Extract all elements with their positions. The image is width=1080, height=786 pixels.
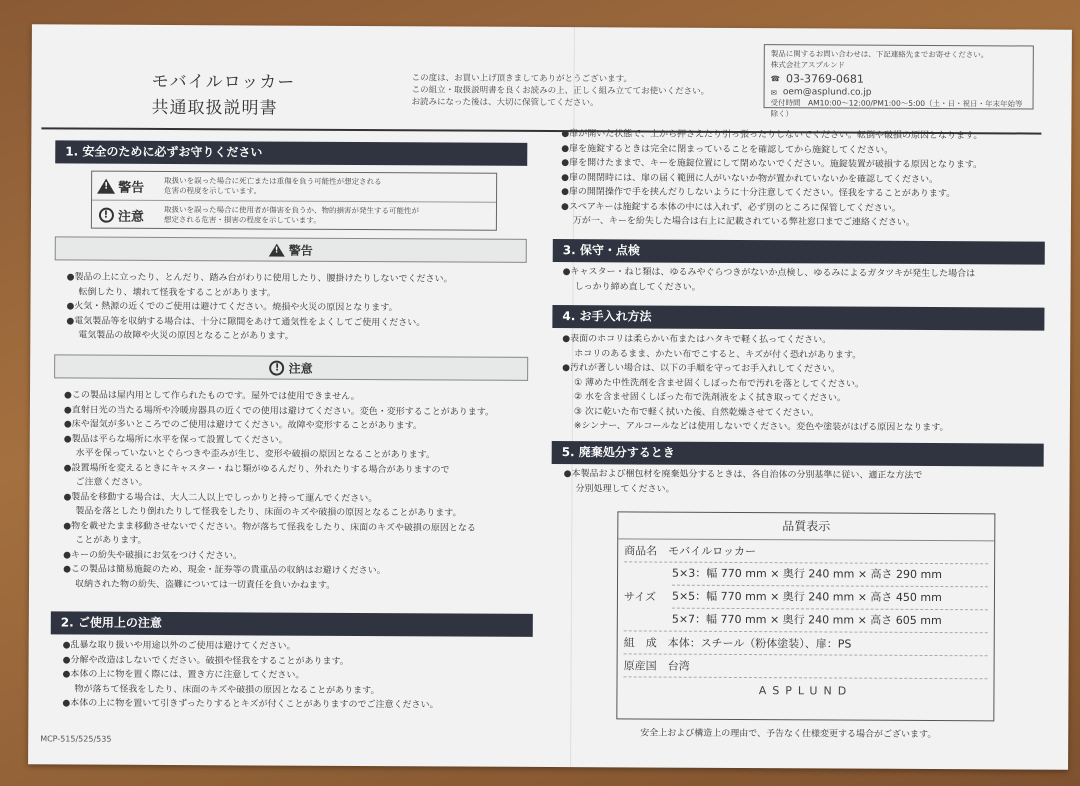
list-item: ●表面のホコリは柔らかい布またはハタキで軽く払ってください。 bbox=[562, 334, 832, 346]
list-item: ●火気・熱源の近くでのご使用は避けてください。焼損や火災の原因となります。 bbox=[66, 301, 398, 314]
footer-note: 安全上および構造上の理由で、予告なく仕様変更する場合がございます。 bbox=[640, 728, 937, 741]
list-item: ●本体の上に物を置く際には、置き方に注意してください。 bbox=[62, 669, 305, 681]
mail-icon: ✉ bbox=[770, 87, 777, 97]
list-item: ●床や湿気が多いところでのご使用は避けてください。故障や変形することがあります。 bbox=[63, 419, 422, 432]
caution-icon: ! bbox=[270, 360, 285, 375]
list-item: ●スペアキーは施錠する本体の中には入れず、必ず別のところに保管してください。 bbox=[560, 201, 901, 214]
phone-icon: ☎ bbox=[770, 74, 781, 84]
list-item: ●製品を移動する場合は、大人二人以上でしっかりと持って運んでください。 bbox=[63, 491, 378, 504]
legend-warning-desc: 取扱いを誤った場合に死亡または重傷を負う可能性が想定される bbox=[164, 175, 382, 187]
document-title bbox=[151, 69, 295, 122]
legend-caution-desc: 取扱いを誤った場合に使用者が傷害を負うか、物的損害が発生する可能性が bbox=[163, 204, 419, 216]
list-item: 転倒したり、壊れて怪我をすることがあります。 bbox=[78, 287, 276, 299]
disposal-list bbox=[563, 467, 922, 498]
legend-caution-row bbox=[92, 200, 496, 231]
product-value: モバイルロッカー bbox=[668, 544, 757, 559]
section-5-heading: 5. 廃棄処分するとき bbox=[552, 441, 1044, 467]
section-2-heading: 2. ご使用上の注意 bbox=[51, 611, 533, 637]
list-item: ●電気製品等を収納する場合は、十分に隙間をあけて通気性をよくしてご使用ください。 bbox=[66, 315, 426, 328]
warning-subheading-label: 警告 bbox=[288, 243, 313, 258]
maintenance-list bbox=[563, 265, 976, 296]
origin-label: 原産国 bbox=[623, 659, 657, 673]
list-item: ホコリのあるまま、かたい布でこすると、キズが付く恐れがあります。 bbox=[574, 348, 862, 361]
caution-subheading-label: 注意 bbox=[288, 361, 313, 376]
list-item: ●乱暴な取り扱いや用途以外のご使用は避けてください。 bbox=[62, 640, 296, 652]
list-item: ●キーの紛失や破損にお気をつけください。 bbox=[63, 549, 243, 561]
size-label: サイズ bbox=[623, 590, 657, 604]
title-line-2: 共通取扱説明書 bbox=[151, 97, 278, 119]
care-list bbox=[562, 332, 949, 436]
brand-name: ASPLUND bbox=[758, 684, 853, 698]
company-name: 株式会社アスプルンド bbox=[770, 60, 845, 70]
list-item: ●扉の開閉操作で手を挟んだりしないように十分注意してください。怪我をすることがあります。 bbox=[561, 187, 956, 200]
list-item: ●この製品は屋内用として作られたものです。屋外では使用できません。 bbox=[63, 390, 360, 403]
list-item: 水平を保っていないとぐらつきや歪みが生じ、変形や破損の原因となることがあります。 bbox=[75, 448, 435, 461]
list-item: ●物を載せたまま移動させないでください。物が落ちて怪我をしたり、床面のキズや破損の原因となる bbox=[63, 520, 476, 534]
size-rows bbox=[624, 562, 988, 633]
warning-list bbox=[66, 270, 452, 345]
list-item: ●この製品は簡易施錠のため、現金・証券等の貴重品の収納はお避けください。 bbox=[63, 564, 386, 577]
list-item: ※シンナー、アルコールなどは使用しないでください。変色や塗装がはげる原因となります。 bbox=[573, 421, 949, 434]
instruction-sheet bbox=[28, 24, 1072, 769]
list-item: ●製品の上に立ったり、とんだり、踏み台がわりに使用したり、腰掛けたりしないでください。 bbox=[66, 272, 453, 285]
list-item: ●直射日光の当たる場所や冷暖房器具の近くでの使用は避けてください。変色・変形することがあります。 bbox=[63, 404, 495, 418]
warning-subheading bbox=[55, 236, 527, 262]
composition-label: 組 成 bbox=[623, 636, 657, 650]
list-item: 物が落ちて怪我をしたり、床面のキズや破損の原因となることがあります。 bbox=[74, 684, 380, 696]
section-1-heading: 1. 安全のために必ずお守りください bbox=[55, 140, 527, 165]
composition-row bbox=[624, 631, 988, 656]
legend-warning-desc: 危害の程度を示しています。 bbox=[164, 185, 262, 196]
caution-list bbox=[63, 388, 494, 593]
caution-subheading bbox=[54, 354, 528, 380]
right-caution-list bbox=[561, 127, 982, 231]
list-item: ご注意ください。 bbox=[75, 477, 148, 488]
list-item: ●設置場所を変えるときにキャスター・ねじ類がゆるんだり、外れたりする場合がありますので bbox=[63, 462, 450, 475]
caution-icon: ! bbox=[98, 207, 113, 222]
list-item: 分別処理してください。 bbox=[575, 483, 675, 495]
email-address: oem@asplund.co.jp bbox=[782, 87, 872, 98]
list-item: ●汚れが著しい場合は、以下の手順を守ってお手入れしてください。 bbox=[562, 363, 841, 375]
business-hours: 受付時間 AM10:00〜12:00/PM1:00〜5:00（土・日・祝日・年末年始等除く） bbox=[770, 98, 1023, 119]
list-item: ことがあります。 bbox=[75, 535, 147, 546]
size-value: 5×3：幅 770 mm × 奥行 240 mm × 高さ 290 mm bbox=[672, 563, 988, 588]
list-item: ●分解や改造はしないでください。破損や怪我をすることがあります。 bbox=[62, 654, 349, 667]
list-item: 電気製品の故障や火災の原因となることがあります。 bbox=[78, 330, 294, 342]
list-item: 万が一、キーを紛失した場合は右上に記載されている弊社窓口までご連絡ください。 bbox=[572, 216, 915, 228]
contact-note: 製品に関するお問い合わせは、下記連絡先までお寄せください。 bbox=[770, 49, 989, 60]
origin-row bbox=[624, 654, 988, 679]
list-item: ●製品は平らな場所に水平を保って設置してください。 bbox=[63, 433, 288, 446]
quality-label-table bbox=[616, 511, 995, 721]
list-item: ② 水を含ませ固くしぼった布で洗剤液をよく拭き取ってください。 bbox=[573, 392, 846, 404]
size-value: 5×5：幅 770 mm × 奥行 240 mm × 高さ 450 mm bbox=[672, 586, 988, 611]
list-item: ●キャスター・ねじ類は、ゆるみやぐらつきがないか点検し、ゆるみによるガタツキが発生した場合は bbox=[562, 267, 976, 280]
origin-value: 台湾 bbox=[667, 659, 690, 673]
quality-title: 品質表示 bbox=[618, 512, 994, 541]
phone-number: 03-3769-0681 bbox=[785, 72, 864, 86]
intro-line: お読みになった後は、大切に保管してください。 bbox=[411, 97, 599, 109]
hazard-legend bbox=[91, 171, 497, 231]
contact-box bbox=[764, 44, 1034, 119]
product-label: 商品名 bbox=[624, 544, 658, 558]
list-item: ③ 次に乾いた布で軽く拭いた後、自然乾燥させてください。 bbox=[573, 406, 819, 418]
section-4-heading: 4. お手入れ方法 bbox=[552, 305, 1044, 331]
product-row bbox=[624, 539, 988, 564]
warning-icon: ! bbox=[269, 243, 285, 256]
size-value: 5×7：幅 770 mm × 奥行 240 mm × 高さ 605 mm bbox=[671, 612, 942, 628]
list-item: ●本体の上に物を置いて引きずったりするとキズが付くことがありますのでご注意ください。 bbox=[62, 698, 439, 711]
usage-list bbox=[62, 638, 439, 712]
list-item: しっかり締め直してください。 bbox=[574, 281, 701, 293]
model-number: MCP-515/525/535 bbox=[40, 734, 112, 744]
list-item: ●本製品および梱包材を廃棄処分するときは、各自治体の分別基準に従い、適正な方法で bbox=[563, 469, 923, 481]
list-item: ●扉が開いた状態で、上から押さえたり引っ張ったりしないでください。転倒や破損の原因となります。 bbox=[561, 129, 983, 142]
list-item: ●扉の開閉時には、扉の届く範囲に人がいないか物が置かれていないかを確認してください。 bbox=[561, 172, 939, 185]
list-item: 収納された物の紛失、盗難については一切責任を負いかねます。 bbox=[74, 579, 336, 591]
legend-caution-label: 注意 bbox=[117, 209, 144, 225]
intro-text bbox=[412, 72, 710, 110]
intro-line: この組立・取扱説明書を良くお読みの上、正しく組み立ててお使いください。 bbox=[411, 85, 710, 97]
legend-warning-label: 警告 bbox=[118, 180, 145, 196]
list-item: 製品を落としたり倒れたりして怪我をしたり、床面のキズや破損の原因となることがあります。 bbox=[75, 506, 462, 519]
list-item: ① 薄めた中性洗剤を含ませ固くしぼった布で汚れを落としてください。 bbox=[574, 377, 865, 390]
composition-value: 本体：スチール（粉体塗装）、扉：PS bbox=[667, 636, 852, 651]
legend-warning-row bbox=[92, 172, 496, 202]
list-item: ●扉を開けたままで、キーを施錠位置にして閉めないでください。施錠装置が破損する原因となります。 bbox=[561, 158, 983, 171]
warning-icon: ! bbox=[97, 178, 115, 193]
intro-line: この度は、お買い上げ頂きましてありがとうございます。 bbox=[411, 73, 633, 85]
title-line-1: モバイルロッカー bbox=[151, 71, 296, 93]
list-item: ●扉を施錠するときは完全に閉まっていることを確認してから施錠してください。 bbox=[561, 143, 894, 156]
legend-caution-desc: 想定される危害・損害の程度を示しています。 bbox=[163, 214, 321, 225]
section-3-heading: 3. 保守・点検 bbox=[553, 239, 1045, 265]
